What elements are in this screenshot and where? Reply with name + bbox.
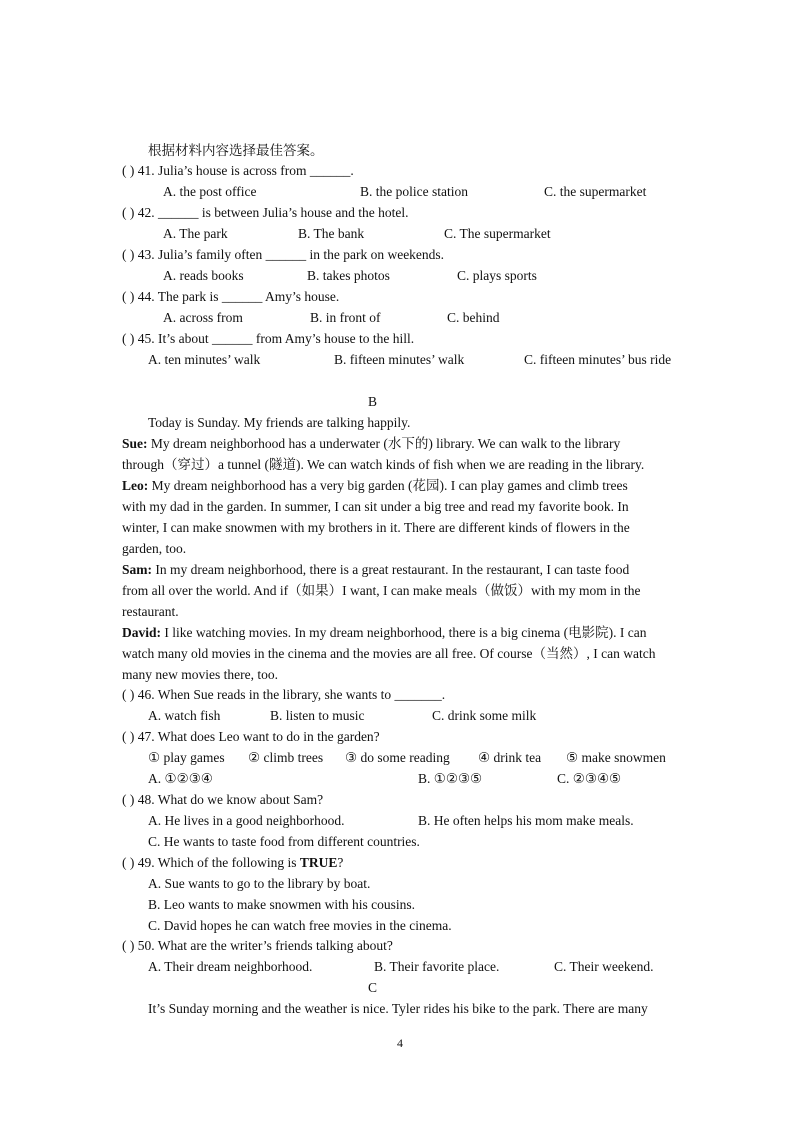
question-41: ( ) 41. Julia’s house is across from ______. [122, 163, 354, 178]
david-paragraph-line-2: watch many old movies in the cinema and the movies are all free. Of course（当然）, I can watch [122, 646, 656, 661]
sue-paragraph-line-2: through（穿过）a tunnel (隧道). We can watch kinds of fish when we are reading in the library. [122, 457, 645, 472]
q41-option-b: B. the police station [360, 184, 468, 199]
page-number: 4 [397, 1036, 403, 1050]
leo-paragraph-line-4: garden, too. [122, 541, 187, 556]
section-c-paragraph-line-1: It’s Sunday morning and the weather is nice. Tyler rides his bike to the park. There are many [148, 1001, 648, 1016]
q41-option-a: A. the post office [163, 184, 257, 199]
section-b-heading: B [367, 394, 377, 409]
q47-choice-1: ① play games [148, 750, 225, 765]
leo-paragraph-line-1: Leo: My dream neighborhood has a very big garden (花园). I can play games and climb trees [122, 478, 628, 493]
q43-option-a: A. reads books [163, 268, 244, 283]
q47-option-b: B. ①②③⑤ [418, 771, 483, 786]
section-b-intro: Today is Sunday. My friends are talking happily. [148, 415, 411, 430]
question-48: ( ) 48. What do we know about Sam? [122, 792, 324, 807]
q49-option-b: B. Leo wants to make snowmen with his cousins. [148, 897, 415, 912]
david-paragraph-line-3: many new movies there, too. [122, 667, 278, 682]
sam-paragraph-line-1: Sam: In my dream neighborhood, there is a great restaurant. In the restaurant, I can taste food [122, 562, 630, 577]
q41-option-c: C. the supermarket [544, 184, 647, 199]
sam-paragraph-line-3: restaurant. [122, 604, 179, 619]
sue-paragraph-line-1: Sue: My dream neighborhood has a underwater (水下的) library. We can walk to the library [122, 436, 621, 451]
section-c-heading: C [367, 980, 377, 995]
q47-option-a: A. ①②③④ [148, 771, 213, 786]
q46-option-b: B. listen to music [270, 708, 365, 723]
q46-option-a: A. watch fish [148, 708, 221, 723]
q45-option-a: A. ten minutes’ walk [148, 352, 261, 367]
true-keyword: TRUE [299, 855, 338, 870]
speaker-sam: Sam: [122, 562, 152, 577]
question-45: ( ) 45. It’s about ______ from Amy’s house to the hill. [122, 331, 415, 346]
david-paragraph-line-1: David: I like watching movies. In my dream neighborhood, there is a big cinema (电影院). I can [122, 625, 647, 640]
q48-option-a: A. He lives in a good neighborhood. [148, 813, 345, 828]
q45-option-c: C. fifteen minutes’ bus ride [524, 352, 672, 367]
instruction-text: 根据材料内容选择最佳答案。 [148, 143, 324, 158]
q47-option-c: C. ②③④⑤ [557, 771, 622, 786]
q47-choice-3: ③ do some reading [345, 750, 450, 765]
question-50: ( ) 50. What are the writer’s friends talking about? [122, 938, 393, 953]
q44-option-c: C. behind [447, 310, 500, 325]
q42-option-c: C. The supermarket [444, 226, 551, 241]
question-44: ( ) 44. The park is ______ Amy’s house. [122, 289, 340, 304]
q50-option-a: A. Their dream neighborhood. [148, 959, 313, 974]
q50-option-b: B. Their favorite place. [374, 959, 500, 974]
speaker-david: David: [122, 625, 162, 640]
q47-choice-2: ② climb trees [248, 750, 324, 765]
q47-choice-4: ④ drink tea [478, 750, 542, 765]
q49-option-c: C. David hopes he can watch free movies in the cinema. [148, 918, 452, 933]
q42-option-b: B. The bank [298, 226, 365, 241]
question-46: ( ) 46. When Sue reads in the library, she wants to _______. [122, 687, 446, 702]
q50-option-c: C. Their weekend. [554, 959, 654, 974]
question-47: ( ) 47. What does Leo want to do in the garden? [122, 729, 380, 744]
q48-option-b: B. He often helps his mom make meals. [418, 813, 634, 828]
question-49: ( ) 49. Which of the following is TRUE? [122, 855, 344, 870]
q42-option-a: A. The park [163, 226, 228, 241]
q48-option-c: C. He wants to taste food from different countries. [148, 834, 420, 849]
q45-option-b: B. fifteen minutes’ walk [334, 352, 465, 367]
q43-option-b: B. takes photos [307, 268, 390, 283]
leo-paragraph-line-3: winter, I can make snowmen with my brothers in it. There are different kinds of flowers in the [122, 520, 630, 535]
q47-choice-5: ⑤ make snowmen [566, 750, 666, 765]
q44-option-b: B. in front of [310, 310, 381, 325]
speaker-leo: Leo: [122, 478, 149, 493]
sam-paragraph-line-2: from all over the world. And if（如果）I want, I can make meals（做饭）with my mom in the [122, 583, 641, 598]
question-43: ( ) 43. Julia’s family often ______ in the park on weekends. [122, 247, 445, 262]
q44-option-a: A. across from [163, 310, 243, 325]
q43-option-c: C. plays sports [457, 268, 537, 283]
q49-option-a: A. Sue wants to go to the library by boat. [148, 876, 371, 891]
question-42: ( ) 42. ______ is between Julia’s house and the hotel. [122, 205, 409, 220]
leo-paragraph-line-2: with my dad in the garden. In summer, I can sit under a big tree and read my favorite book. In [122, 499, 629, 514]
speaker-sue: Sue: [122, 436, 148, 451]
q46-option-c: C. drink some milk [432, 708, 537, 723]
